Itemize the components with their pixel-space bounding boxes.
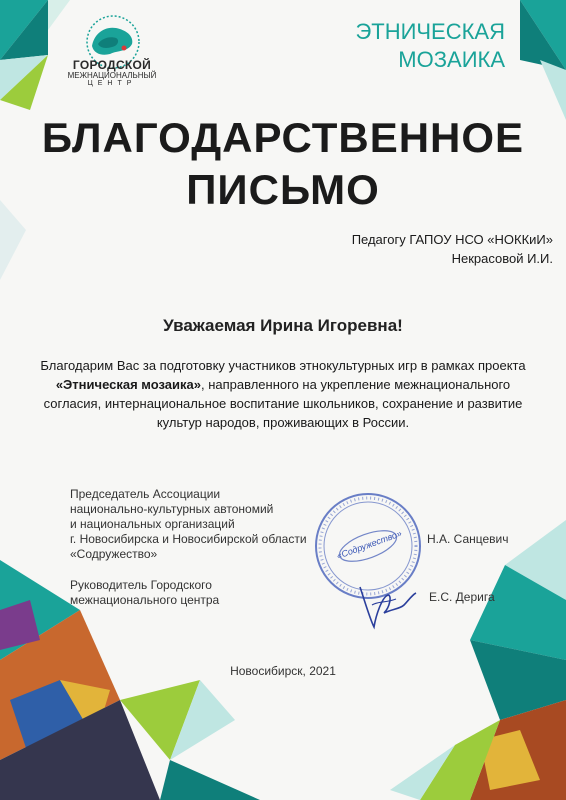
signatory-1-line: и национальных организаций (70, 517, 235, 531)
body-text-part-2: , направленного на укрепление межнационального согласия, интернациональное воспитание школьников, сохранение и развитие культур народов, проживающих в России. (43, 377, 523, 430)
title-line-2: ПИСЬМО (186, 166, 380, 213)
signatory-1-line: г. Новосибирска и Новосибирской области (70, 532, 307, 546)
body-project-name: «Этническая мозаика» (55, 377, 201, 392)
letter-body (36, 356, 530, 432)
logo-title: ГОРОДСКОЙ (72, 58, 152, 72)
signatory-2-line: межнационального центра (70, 593, 220, 607)
stamp-center-text: «Содружество» (335, 528, 403, 561)
recipient-block (250, 230, 553, 268)
title-line-1: БЛАГОДАРСТВЕННОЕ (41, 114, 525, 161)
handwritten-signature-icon (352, 575, 422, 635)
logo-subtitle-center: ЦЕНТР (87, 80, 137, 87)
signatory-1-line: Председатель Ассоциации (70, 487, 221, 501)
body-text-part-1: Благодарим Вас за подготовку участников этнокультурных игр в рамках проекта (40, 358, 526, 373)
mosaic-tile (160, 760, 260, 800)
place-and-year: Новосибирск, 2021 (230, 664, 336, 678)
project-line-1: ЭТНИЧЕСКАЯ (355, 19, 505, 44)
recipient-name: Некрасовой И.И. (451, 251, 553, 266)
document-title (40, 112, 526, 216)
project-logo-text (300, 18, 505, 74)
logo-subtitle: МЕЖНАЦИОНАЛЬНЫЙ (67, 71, 157, 80)
mosaic-tile (540, 60, 566, 120)
mosaic-tile (0, 200, 26, 280)
signatory-1-title (70, 487, 350, 562)
greeting: Уважаемая Ирина Игоревна! (163, 316, 403, 335)
signatory-2-line: Руководитель Городского (70, 578, 212, 592)
signatory-1-line: национально-культурных автономий (70, 502, 274, 516)
recipient-position: Педагогу ГАПОУ НСО «НОККиИ» (351, 232, 553, 247)
signatory-2-name: Е.С. Дерига (429, 590, 495, 604)
signatory-1-line: «Содружество» (70, 547, 158, 561)
signatory-2-title (70, 578, 320, 608)
project-line-2: МОЗАИКА (398, 47, 505, 72)
signatory-1-name: Н.А. Санцевич (427, 532, 509, 546)
